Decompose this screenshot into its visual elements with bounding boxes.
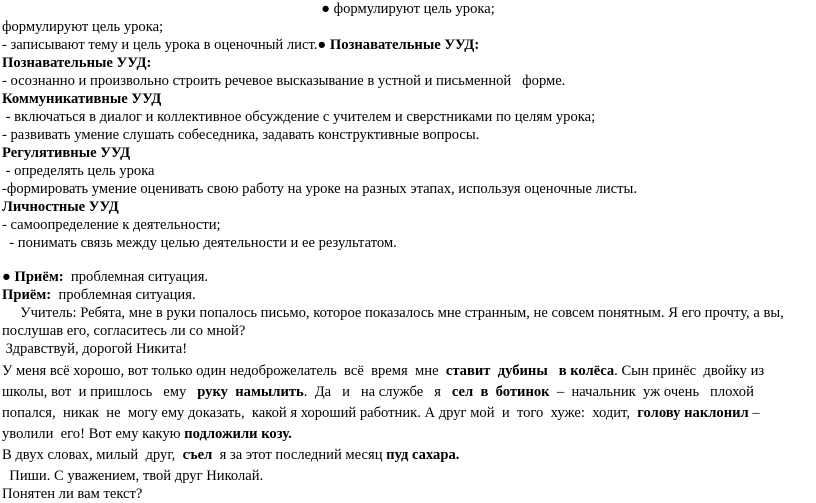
letter-line (2, 362, 764, 380)
text-span: – (748, 405, 760, 421)
text-span: В двух словах, милый друг, (2, 447, 183, 463)
text-line: - включаться в диалог и коллективное обсуждение с учителем и сверстниками по целям урока; (2, 109, 596, 125)
text-line: - осознанно и произвольно строить речевое высказывание в устной и письменной форме. (2, 73, 566, 89)
text-span: я за этот последний месяц (212, 447, 387, 463)
section-heading: ● Познавательные УУД: (317, 37, 480, 53)
technique-line (2, 286, 196, 304)
bullet-line-goals: ● формулируют цель урока; (321, 1, 495, 17)
text-line (2, 36, 479, 54)
text-span: У меня всё хорошо, вот только один недоброжелатель всё время мне (2, 363, 446, 379)
text-line: - самоопределение к деятельности; (2, 217, 221, 233)
text-line: послушав его, согласитесь ли со мной? (2, 323, 246, 339)
letter-signoff: Пиши. С уважением, твой друг Николай. (2, 468, 264, 484)
text-span: . Сын принёс двойку из (614, 363, 765, 379)
question-line: Понятен ли вам текст? (2, 486, 143, 502)
text-line: - определять цель урока (2, 163, 155, 179)
heading-personal: Личностные УУД (2, 199, 119, 215)
text-span: . Да и на службе я (303, 384, 452, 400)
idiom: в колёса (558, 363, 615, 379)
section-heading (2, 198, 119, 216)
heading-regulatory: Регулятивные УУД (2, 145, 131, 161)
text-line: формулируют цель урока; (2, 19, 164, 35)
idiom: ставит дубины (445, 363, 548, 379)
text-span: уволили его! Вот ему какую (2, 426, 185, 442)
text-span: попался, никак не могу ему доказать, какой я хороший работник. А друг мой и того хуже: ходит, (2, 405, 638, 421)
section-heading (2, 90, 161, 108)
text-span (548, 363, 559, 379)
text-span: школы, вот и пришлось ему (2, 384, 198, 400)
section-heading (2, 144, 130, 162)
technique-value: проблемная ситуация. (63, 269, 209, 285)
text-line: - понимать связь между целью деятельности и ее результатом. (2, 235, 397, 251)
letter-line (2, 383, 754, 401)
technique-label: ● Приём: (2, 269, 64, 285)
letter-line (2, 425, 292, 443)
text-span: - записывают тему и цель урока в оценочный лист. (2, 37, 318, 53)
technique-value: проблемная ситуация. (51, 287, 196, 303)
idiom: сел в ботинок (451, 384, 550, 400)
text-span: – начальник уж очень плохой (549, 384, 754, 400)
bullet-line-technique (2, 268, 208, 286)
heading-cognitive: Познавательные УУД: (2, 55, 152, 71)
heading-communicative: Коммуникативные УУД (2, 91, 162, 107)
letter-line (2, 446, 459, 464)
text-line: - развивать умение слушать собеседника, задавать конструктивные вопросы. (2, 127, 480, 143)
idiom: съел (182, 447, 213, 463)
letter-line (2, 404, 760, 422)
technique-label: Приём: (2, 287, 52, 303)
letter-greeting: Здравствуй, дорогой Никита! (2, 341, 188, 357)
section-heading (2, 54, 151, 72)
text-line: Учитель: Ребята, мне в руки попалось письмо, которое показалось мне странным, не совсем понятным. Я его прочту, а вы, (2, 305, 784, 321)
idiom: голову наклонил (637, 405, 749, 421)
idiom: пуд сахара. (386, 447, 460, 463)
text-line: -формировать умение оценивать свою работу на уроке на разных этапах, используя оценочные листы. (2, 181, 637, 197)
idiom: руку намылить (197, 384, 304, 400)
idiom: подложили козу. (184, 426, 292, 442)
